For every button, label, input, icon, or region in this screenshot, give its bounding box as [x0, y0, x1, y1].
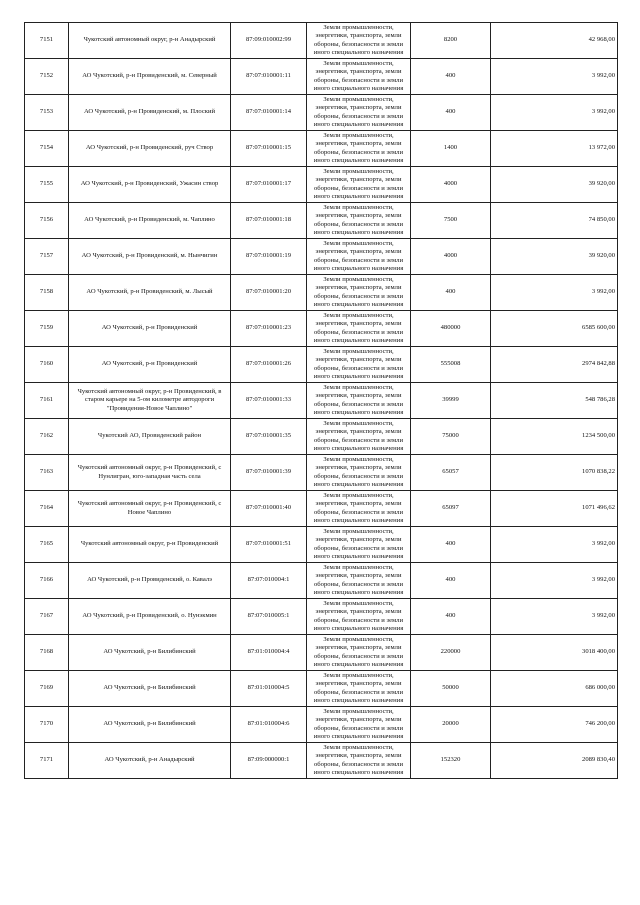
land-category-cell: Земли промышленности, энергетики, транспорта, земли обороны, безопасности и земли иного специального назначения: [307, 635, 411, 671]
row-number: 7171: [25, 743, 69, 779]
cadastral-number-cell: 87:09:000000:1: [231, 743, 307, 779]
table-row: [25, 23, 618, 59]
table-row: [25, 671, 618, 707]
table-row: [25, 455, 618, 491]
row-number: 7157: [25, 239, 69, 275]
land-category-cell: Земли промышленности, энергетики, транспорта, земли обороны, безопасности и земли иного специального назначения: [307, 59, 411, 95]
table-row: [25, 383, 618, 419]
area-cell: 152320: [411, 743, 491, 779]
row-number: 7169: [25, 671, 69, 707]
area-cell: 480000: [411, 311, 491, 347]
address-cell: АО Чукотский, р-н Билибинский: [69, 707, 231, 743]
land-category-cell: Земли промышленности, энергетики, транспорта, земли обороны, безопасности и земли иного специального назначения: [307, 311, 411, 347]
cadastral-value-cell: 39 920,00: [491, 167, 618, 203]
area-cell: 400: [411, 59, 491, 95]
land-category-cell: Земли промышленности, энергетики, транспорта, земли обороны, безопасности и земли иного специального назначения: [307, 419, 411, 455]
land-category-cell: Земли промышленности, энергетики, транспорта, земли обороны, безопасности и земли иного специального назначения: [307, 707, 411, 743]
area-cell: 7500: [411, 203, 491, 239]
area-cell: 400: [411, 563, 491, 599]
address-cell: Чукотский автономный округ, р-н Провиденский, в старом карьере на 5-ом километре автодороги "Провидения-Новое Чаплино": [69, 383, 231, 419]
row-number: 7158: [25, 275, 69, 311]
cadastral-number-cell: 87:07:010001:11: [231, 59, 307, 95]
land-category-cell: Земли промышленности, энергетики, транспорта, земли обороны, безопасности и земли иного специального назначения: [307, 599, 411, 635]
area-cell: 4000: [411, 239, 491, 275]
area-cell: 400: [411, 599, 491, 635]
address-cell: АО Чукотский, р-н Провиденский, м. Лысый: [69, 275, 231, 311]
address-cell: АО Чукотский, р-н Провиденский: [69, 347, 231, 383]
cadastral-number-cell: 87:07:010001:19: [231, 239, 307, 275]
cadastral-value-cell: 2089 830,40: [491, 743, 618, 779]
address-cell: АО Чукотский, р-н Провиденский, Ужасин створ: [69, 167, 231, 203]
cadastral-value-cell: 42 968,00: [491, 23, 618, 59]
cadastral-number-cell: 87:07:010001:18: [231, 203, 307, 239]
row-number: 7165: [25, 527, 69, 563]
address-cell: АО Чукотский, р-н Провиденский, м. Нынчигин: [69, 239, 231, 275]
area-cell: 400: [411, 527, 491, 563]
land-category-cell: Земли промышленности, энергетики, транспорта, земли обороны, безопасности и земли иного специального назначения: [307, 347, 411, 383]
address-cell: АО Чукотский, р-н Провиденский, м. Северный: [69, 59, 231, 95]
row-number: 7170: [25, 707, 69, 743]
row-number: 7155: [25, 167, 69, 203]
address-cell: АО Чукотский, р-н Анадырский: [69, 743, 231, 779]
land-category-cell: Земли промышленности, энергетики, транспорта, земли обороны, безопасности и земли иного специального назначения: [307, 743, 411, 779]
cadastral-number-cell: 87:01:010004:6: [231, 707, 307, 743]
row-number: 7163: [25, 455, 69, 491]
address-cell: АО Чукотский, р-н Билибинский: [69, 671, 231, 707]
table-row: [25, 563, 618, 599]
land-category-cell: Земли промышленности, энергетики, транспорта, земли обороны, безопасности и земли иного специального назначения: [307, 95, 411, 131]
table-row: [25, 95, 618, 131]
land-category-cell: Земли промышленности, энергетики, транспорта, земли обороны, безопасности и земли иного специального назначения: [307, 203, 411, 239]
cadastral-value-cell: 548 786,28: [491, 383, 618, 419]
row-number: 7152: [25, 59, 69, 95]
table-row: [25, 59, 618, 95]
cadastral-number-cell: 87:07:010001:26: [231, 347, 307, 383]
address-cell: АО Чукотский, р-н Провиденский, м. Плоский: [69, 95, 231, 131]
cadastral-value-cell: 686 000,00: [491, 671, 618, 707]
table-row: [25, 491, 618, 527]
row-number: 7153: [25, 95, 69, 131]
address-cell: Чукотский автономный округ, р-н Провиденский, с Новое Чаплино: [69, 491, 231, 527]
row-number: 7162: [25, 419, 69, 455]
table-row: [25, 419, 618, 455]
table-row: [25, 599, 618, 635]
document-page: [24, 22, 617, 779]
row-number: 7168: [25, 635, 69, 671]
address-cell: АО Чукотский, р-н Провиденский, о. Кавалэ: [69, 563, 231, 599]
land-category-cell: Земли промышленности, энергетики, транспорта, земли обороны, безопасности и земли иного специального назначения: [307, 455, 411, 491]
address-cell: Чукотский АО, Провиденский район: [69, 419, 231, 455]
cadastral-value-cell: 13 972,00: [491, 131, 618, 167]
row-number: 7156: [25, 203, 69, 239]
row-number: 7159: [25, 311, 69, 347]
cadastral-number-cell: 87:07:010001:20: [231, 275, 307, 311]
area-cell: 4000: [411, 167, 491, 203]
table-row: [25, 275, 618, 311]
cadastral-value-cell: 3 992,00: [491, 563, 618, 599]
area-cell: 1400: [411, 131, 491, 167]
land-category-cell: Земли промышленности, энергетики, транспорта, земли обороны, безопасности и земли иного специального назначения: [307, 383, 411, 419]
cadastral-number-cell: 87:07:010001:39: [231, 455, 307, 491]
cadastral-value-cell: 39 920,00: [491, 239, 618, 275]
area-cell: 39999: [411, 383, 491, 419]
cadastral-value-cell: 1070 838,22: [491, 455, 618, 491]
area-cell: 555008: [411, 347, 491, 383]
row-number: 7151: [25, 23, 69, 59]
area-cell: 400: [411, 275, 491, 311]
table-row: [25, 239, 618, 275]
land-category-cell: Земли промышленности, энергетики, транспорта, земли обороны, безопасности и земли иного специального назначения: [307, 275, 411, 311]
table-row: [25, 131, 618, 167]
land-category-cell: Земли промышленности, энергетики, транспорта, земли обороны, безопасности и земли иного специального назначения: [307, 671, 411, 707]
land-category-cell: Земли промышленности, энергетики, транспорта, земли обороны, безопасности и земли иного специального назначения: [307, 527, 411, 563]
cadastral-number-cell: 87:07:010001:51: [231, 527, 307, 563]
land-category-cell: Земли промышленности, энергетики, транспорта, земли обороны, безопасности и земли иного специального назначения: [307, 239, 411, 275]
address-cell: АО Чукотский, р-н Провиденский, о. Нунэкмин: [69, 599, 231, 635]
cadastral-number-cell: 87:01:010004:4: [231, 635, 307, 671]
address-cell: АО Чукотский, р-н Билибинский: [69, 635, 231, 671]
area-cell: 220000: [411, 635, 491, 671]
row-number: 7154: [25, 131, 69, 167]
area-cell: 400: [411, 95, 491, 131]
land-category-cell: Земли промышленности, энергетики, транспорта, земли обороны, безопасности и земли иного специального назначения: [307, 563, 411, 599]
cadastral-number-cell: 87:01:010004:5: [231, 671, 307, 707]
cadastral-value-cell: 6585 600,00: [491, 311, 618, 347]
land-category-cell: Земли промышленности, энергетики, транспорта, земли обороны, безопасности и земли иного специального назначения: [307, 491, 411, 527]
area-cell: 8200: [411, 23, 491, 59]
cadastral-number-cell: 87:07:010001:17: [231, 167, 307, 203]
area-cell: 65097: [411, 491, 491, 527]
row-number: 7161: [25, 383, 69, 419]
cadastral-number-cell: 87:07:010001:15: [231, 131, 307, 167]
land-category-cell: Земли промышленности, энергетики, транспорта, земли обороны, безопасности и земли иного специального назначения: [307, 167, 411, 203]
area-cell: 20000: [411, 707, 491, 743]
land-category-cell: Земли промышленности, энергетики, транспорта, земли обороны, безопасности и земли иного специального назначения: [307, 131, 411, 167]
cadastral-value-cell: 2974 842,88: [491, 347, 618, 383]
cadastral-value-cell: 1071 496,62: [491, 491, 618, 527]
cadastral-number-cell: 87:07:010001:14: [231, 95, 307, 131]
cadastral-value-cell: 3 992,00: [491, 95, 618, 131]
land-category-cell: Земли промышленности, энергетики, транспорта, земли обороны, безопасности и земли иного специального назначения: [307, 23, 411, 59]
row-number: 7164: [25, 491, 69, 527]
cadastral-value-cell: 746 200,00: [491, 707, 618, 743]
cadastral-number-cell: 87:07:010001:35: [231, 419, 307, 455]
address-cell: АО Чукотский, р-н Провиденский: [69, 311, 231, 347]
table-row: [25, 311, 618, 347]
cadastral-value-cell: 3 992,00: [491, 275, 618, 311]
address-cell: АО Чукотский, р-н Провиденский, м. Чаплино: [69, 203, 231, 239]
table-row: [25, 347, 618, 383]
address-cell: Чукотский автономный округ, р-н Анадырский: [69, 23, 231, 59]
cadastral-value-cell: 3 992,00: [491, 527, 618, 563]
cadastral-number-cell: 87:07:010001:23: [231, 311, 307, 347]
cadastral-value-cell: 74 850,00: [491, 203, 618, 239]
area-cell: 50000: [411, 671, 491, 707]
area-cell: 65057: [411, 455, 491, 491]
area-cell: 75000: [411, 419, 491, 455]
cadastral-number-cell: 87:09:010002:99: [231, 23, 307, 59]
cadastral-number-cell: 87:07:010001:40: [231, 491, 307, 527]
land-registry-table: [24, 22, 618, 779]
cadastral-value-cell: 3018 400,00: [491, 635, 618, 671]
table-body: [25, 23, 618, 779]
address-cell: Чукотский автономный округ, р-н Провиденский: [69, 527, 231, 563]
address-cell: Чукотский автономный округ, р-н Провиденский, с Нунлигран, юго-западная часть села: [69, 455, 231, 491]
cadastral-number-cell: 87:07:010005:1: [231, 599, 307, 635]
table-row: [25, 707, 618, 743]
row-number: 7166: [25, 563, 69, 599]
table-row: [25, 743, 618, 779]
address-cell: АО Чукотский, р-н Провиденский, руч Створ: [69, 131, 231, 167]
cadastral-value-cell: 3 992,00: [491, 59, 618, 95]
table-row: [25, 527, 618, 563]
cadastral-number-cell: 87:07:010001:33: [231, 383, 307, 419]
row-number: 7160: [25, 347, 69, 383]
cadastral-value-cell: 1234 500,00: [491, 419, 618, 455]
table-row: [25, 167, 618, 203]
table-row: [25, 203, 618, 239]
table-row: [25, 635, 618, 671]
row-number: 7167: [25, 599, 69, 635]
cadastral-number-cell: 87:07:010004:1: [231, 563, 307, 599]
cadastral-value-cell: 3 992,00: [491, 599, 618, 635]
